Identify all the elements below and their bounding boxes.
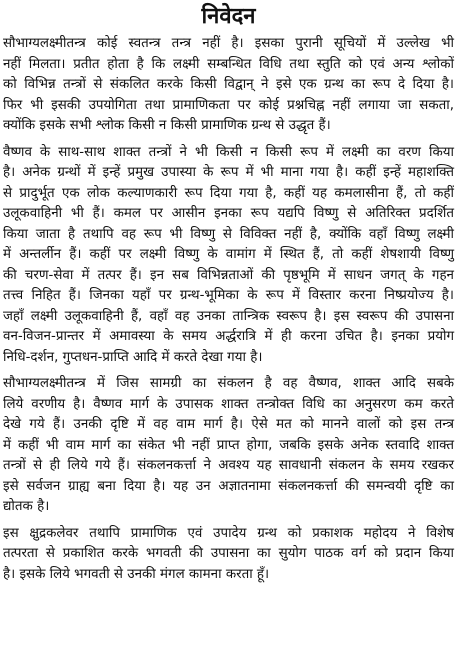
text-line: किया जाता है तथापि वह रूप भी विष्णु से विविक्त नहीं है, क्योंकि वहाँ विष्णु लक्ष्मी: [3, 226, 454, 242]
text-line: सौभाग्यलक्ष्मीतन्त्र में जिस सामग्री का संकलन है वह वैष्णव, शाक्त आदि सबके: [3, 376, 454, 391]
text-line: से प्रादुर्भूत एक लोक कल्याणकारी रूप दिया गया है, कहीं यह कमलासीना हैं, तो कहीं: [3, 185, 454, 201]
text-line: फिर भी इसकी उपयोगिता तथा प्रामाणिकता पर कोई प्रश्नचिह्न नहीं लगाया जा सकता,: [3, 97, 454, 113]
text-line: द्योतक है।: [3, 499, 50, 514]
page-title: निवेदन: [201, 4, 256, 29]
text-line: निधि-दर्शन, गुप्तधन-प्राप्ति आदि में करते देखा गया है।: [3, 349, 263, 365]
paragraph-1: [3, 34, 454, 137]
text-line: तन्त्रों से ही लिये गये हैं। संकलनकर्त्ता ने अवश्य यह सावधानी संकलन के समय रखकर: [3, 458, 454, 473]
text-line: वन-विजन-प्रान्तर में अमावस्या के समय अर्द्धरात्रि में ही करना उचित है। इनका प्रयोग: [3, 329, 454, 344]
text-line: है। अनेक ग्रन्थों में इन्हें प्रमुख उपास्या के रूप में भी माना गया है। कहीं इन्हें महाशक्ति: [3, 165, 454, 180]
text-line: वैष्णव के साथ-साथ शाक्त तन्त्रों ने भी किसी न किसी रूप में लक्ष्मी का वरण किया: [3, 144, 454, 160]
paragraph-4: [3, 524, 454, 586]
paragraph-2: [3, 143, 454, 369]
text-line: इस क्षुद्रकलेवर तथापि प्रामाणिक एवं उपादेय ग्रन्थ को प्रकाशक महोदय ने विशेष: [3, 525, 454, 541]
text-line: सौभाग्यलक्ष्मीतन्त्र कोई स्वतन्त्र तन्त्र नहीं है। इसका पुरानी सूचियों में उल्लेख भी: [3, 36, 454, 51]
text-line: क्योंकि इसके सभी श्लोक किसी न किसी प्रामाणिक ग्रन्थ से उद्धृत हैं।: [3, 118, 331, 133]
text-line: नहीं मिलता। प्रतीत होता है कि लक्ष्मी सम्बन्धित विधि तथा स्तुति को एवं अन्य श्लोकों: [3, 56, 454, 72]
text-line: लिये वरणीय है। वैष्णव मार्ग के उपासक शाक्त तन्त्रोक्त विधि का अनुसरण कम करते: [3, 396, 454, 412]
text-line: जहाँ लक्ष्मी उलूकवाहिनी हैं, वहाँ वह उनका तान्त्रिक स्वरूप है। इस स्वरूप की उपासना: [3, 308, 454, 324]
text-line: तत्त्व निहित हैं। जिनका यहाँ पर ग्रन्थ-भूमिका के रूप में विस्तार करना निष्प्रयोज्य है।: [3, 288, 454, 303]
text-line: उलूकवाहिनी भी हैं। कमल पर आसीन इनका रूप यद्यपि विष्णु से अतिरिक्त प्रदर्शित: [3, 206, 454, 221]
text-line: में अन्तर्लीन हैं। कहीं पर लक्ष्मी विष्णु के वामांग में स्थित हैं, तो कहीं शेषशायी विष्णु: [3, 247, 454, 262]
text-line: तत्परता से प्रकाशित करके भगवती की उपासना का सुयोग पाठक वर्ग को प्रदान किया: [3, 546, 454, 561]
text-line: की चरण-सेवा में तत्पर हैं। इन सब विभिन्नताओं की पृष्ठभूमि में साधन जगत् के गहन: [3, 267, 454, 283]
text-line: है। इसके लिये भगवती से उनकी मंगल कामना करता हूँ।: [3, 566, 270, 582]
paragraph-3: [3, 374, 454, 518]
text-line: में कहीं भी वाम मार्ग का संकेत भी नहीं प्राप्त होगा, जबकि इसके अनेक स्तवादि शाक्त: [3, 437, 454, 453]
text-line: इसे सर्वजन ग्राह्य बना दिया है। यह उन अज्ञातनामा संकलनकर्त्ता की समन्वयी दृष्टि का: [3, 478, 454, 494]
text-line: को विभिन्न तन्त्रों से संकलित करके किसी विद्वान् ने इसे एक ग्रन्थ का रूप दे दिया है।: [3, 77, 454, 92]
text-line: देखे गये हैं। उनकी दृष्टि में वह वाम मार्ग है। ऐसे मत को मानने वालों को इस तन्त्र: [3, 417, 454, 432]
